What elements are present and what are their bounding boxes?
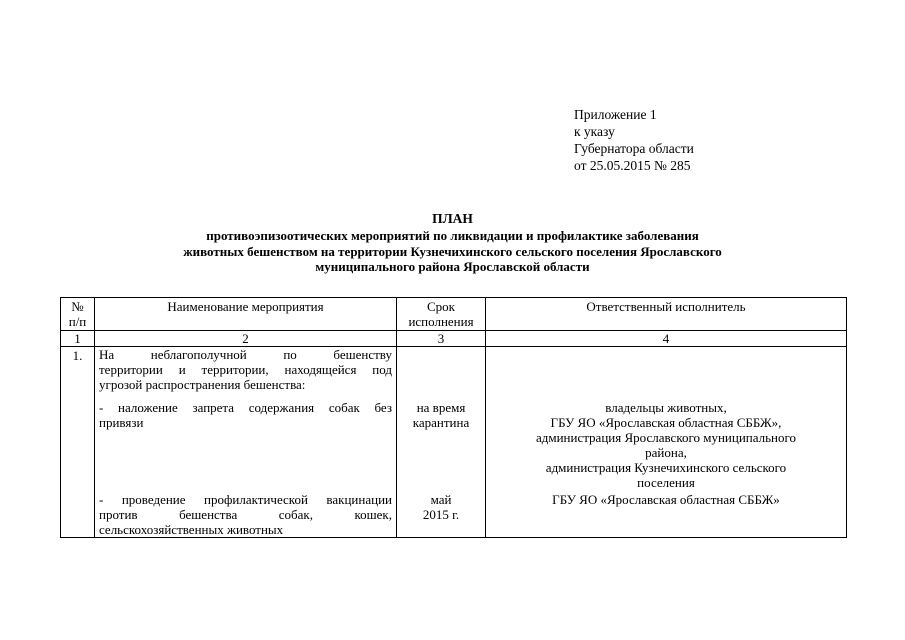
header-num: [61, 298, 95, 331]
header-term-line-1: Срок: [427, 299, 455, 314]
item1-resp-line-1: владельцы животных,: [605, 400, 727, 415]
appendix-line-3: Губернатора области: [574, 141, 694, 156]
appendix-line-4: от 25.05.2015 № 285: [574, 158, 691, 173]
item1-line-1: - наложение запрета содержания собак без: [99, 400, 392, 415]
column-number-1: 1: [61, 331, 95, 347]
item1-term-line-1: на время: [416, 400, 466, 415]
column-number-3: 3: [397, 331, 486, 347]
row-number: 1.: [61, 347, 95, 538]
column-number-4: 4: [486, 331, 847, 347]
header-term-line-2: исполнения: [408, 314, 474, 329]
header-term: [397, 298, 486, 331]
row-activity: [95, 347, 397, 538]
title-heading: ПЛАН: [432, 211, 473, 226]
item2-term-line-1: май: [430, 492, 452, 507]
table-row: [61, 347, 847, 538]
item1-resp-line-3: администрация Ярославского муниципального: [535, 430, 797, 445]
item2-line-1: - проведение профилактической вакцинации: [99, 492, 392, 507]
column-numbers-row: [61, 331, 847, 347]
title-line-2: животных бешенством на территории Кузнечихинского сельского поселения Ярославского: [183, 243, 722, 259]
title-line-1: противоэпизоотических мероприятий по ликвидации и профилактике заболевания: [206, 228, 699, 243]
item2-term-line-2: 2015 г.: [422, 507, 460, 522]
item2-resp: ГБУ ЯО «Ярославская областная СББЖ»: [552, 492, 780, 507]
column-number-2: 2: [95, 331, 397, 347]
item1-resp-line-4: района,: [645, 445, 687, 460]
table-header-row: [61, 298, 847, 331]
header-name: Наименование мероприятия: [95, 298, 397, 331]
row-responsible: [486, 347, 847, 538]
intro-line-1: На неблагополучной по бешенству: [99, 347, 392, 362]
title-line-3: муниципального района Ярославской области: [315, 259, 590, 274]
item1-resp-line-5: администрация Кузнечихинского сельского: [545, 460, 787, 475]
row-term: [397, 347, 486, 538]
header-num-line-1: №: [71, 299, 84, 314]
item2-line-2: против бешенства собак, кошек,: [99, 507, 392, 522]
intro-line-3: угрозой распространения бешенства:: [99, 377, 306, 392]
appendix-line-1: Приложение 1: [574, 107, 657, 122]
header-responsible: Ответственный исполнитель: [486, 298, 847, 331]
intro-line-2: территории и территории, находящейся под: [99, 362, 392, 377]
item1-line-2: привязи: [99, 415, 144, 430]
header-num-line-2: п/п: [68, 314, 87, 329]
plan-table: [60, 297, 847, 538]
appendix-line-2: к указу: [574, 124, 615, 139]
item2-line-3: сельскохозяйственных животных: [99, 522, 284, 537]
item1-resp-line-6: поселения: [637, 475, 695, 490]
appendix-block: [574, 106, 694, 174]
document-title: [0, 210, 905, 275]
item1-resp-line-2: ГБУ ЯО «Ярославская областная СББЖ»,: [550, 415, 782, 430]
item1-term-line-2: карантина: [412, 415, 470, 430]
